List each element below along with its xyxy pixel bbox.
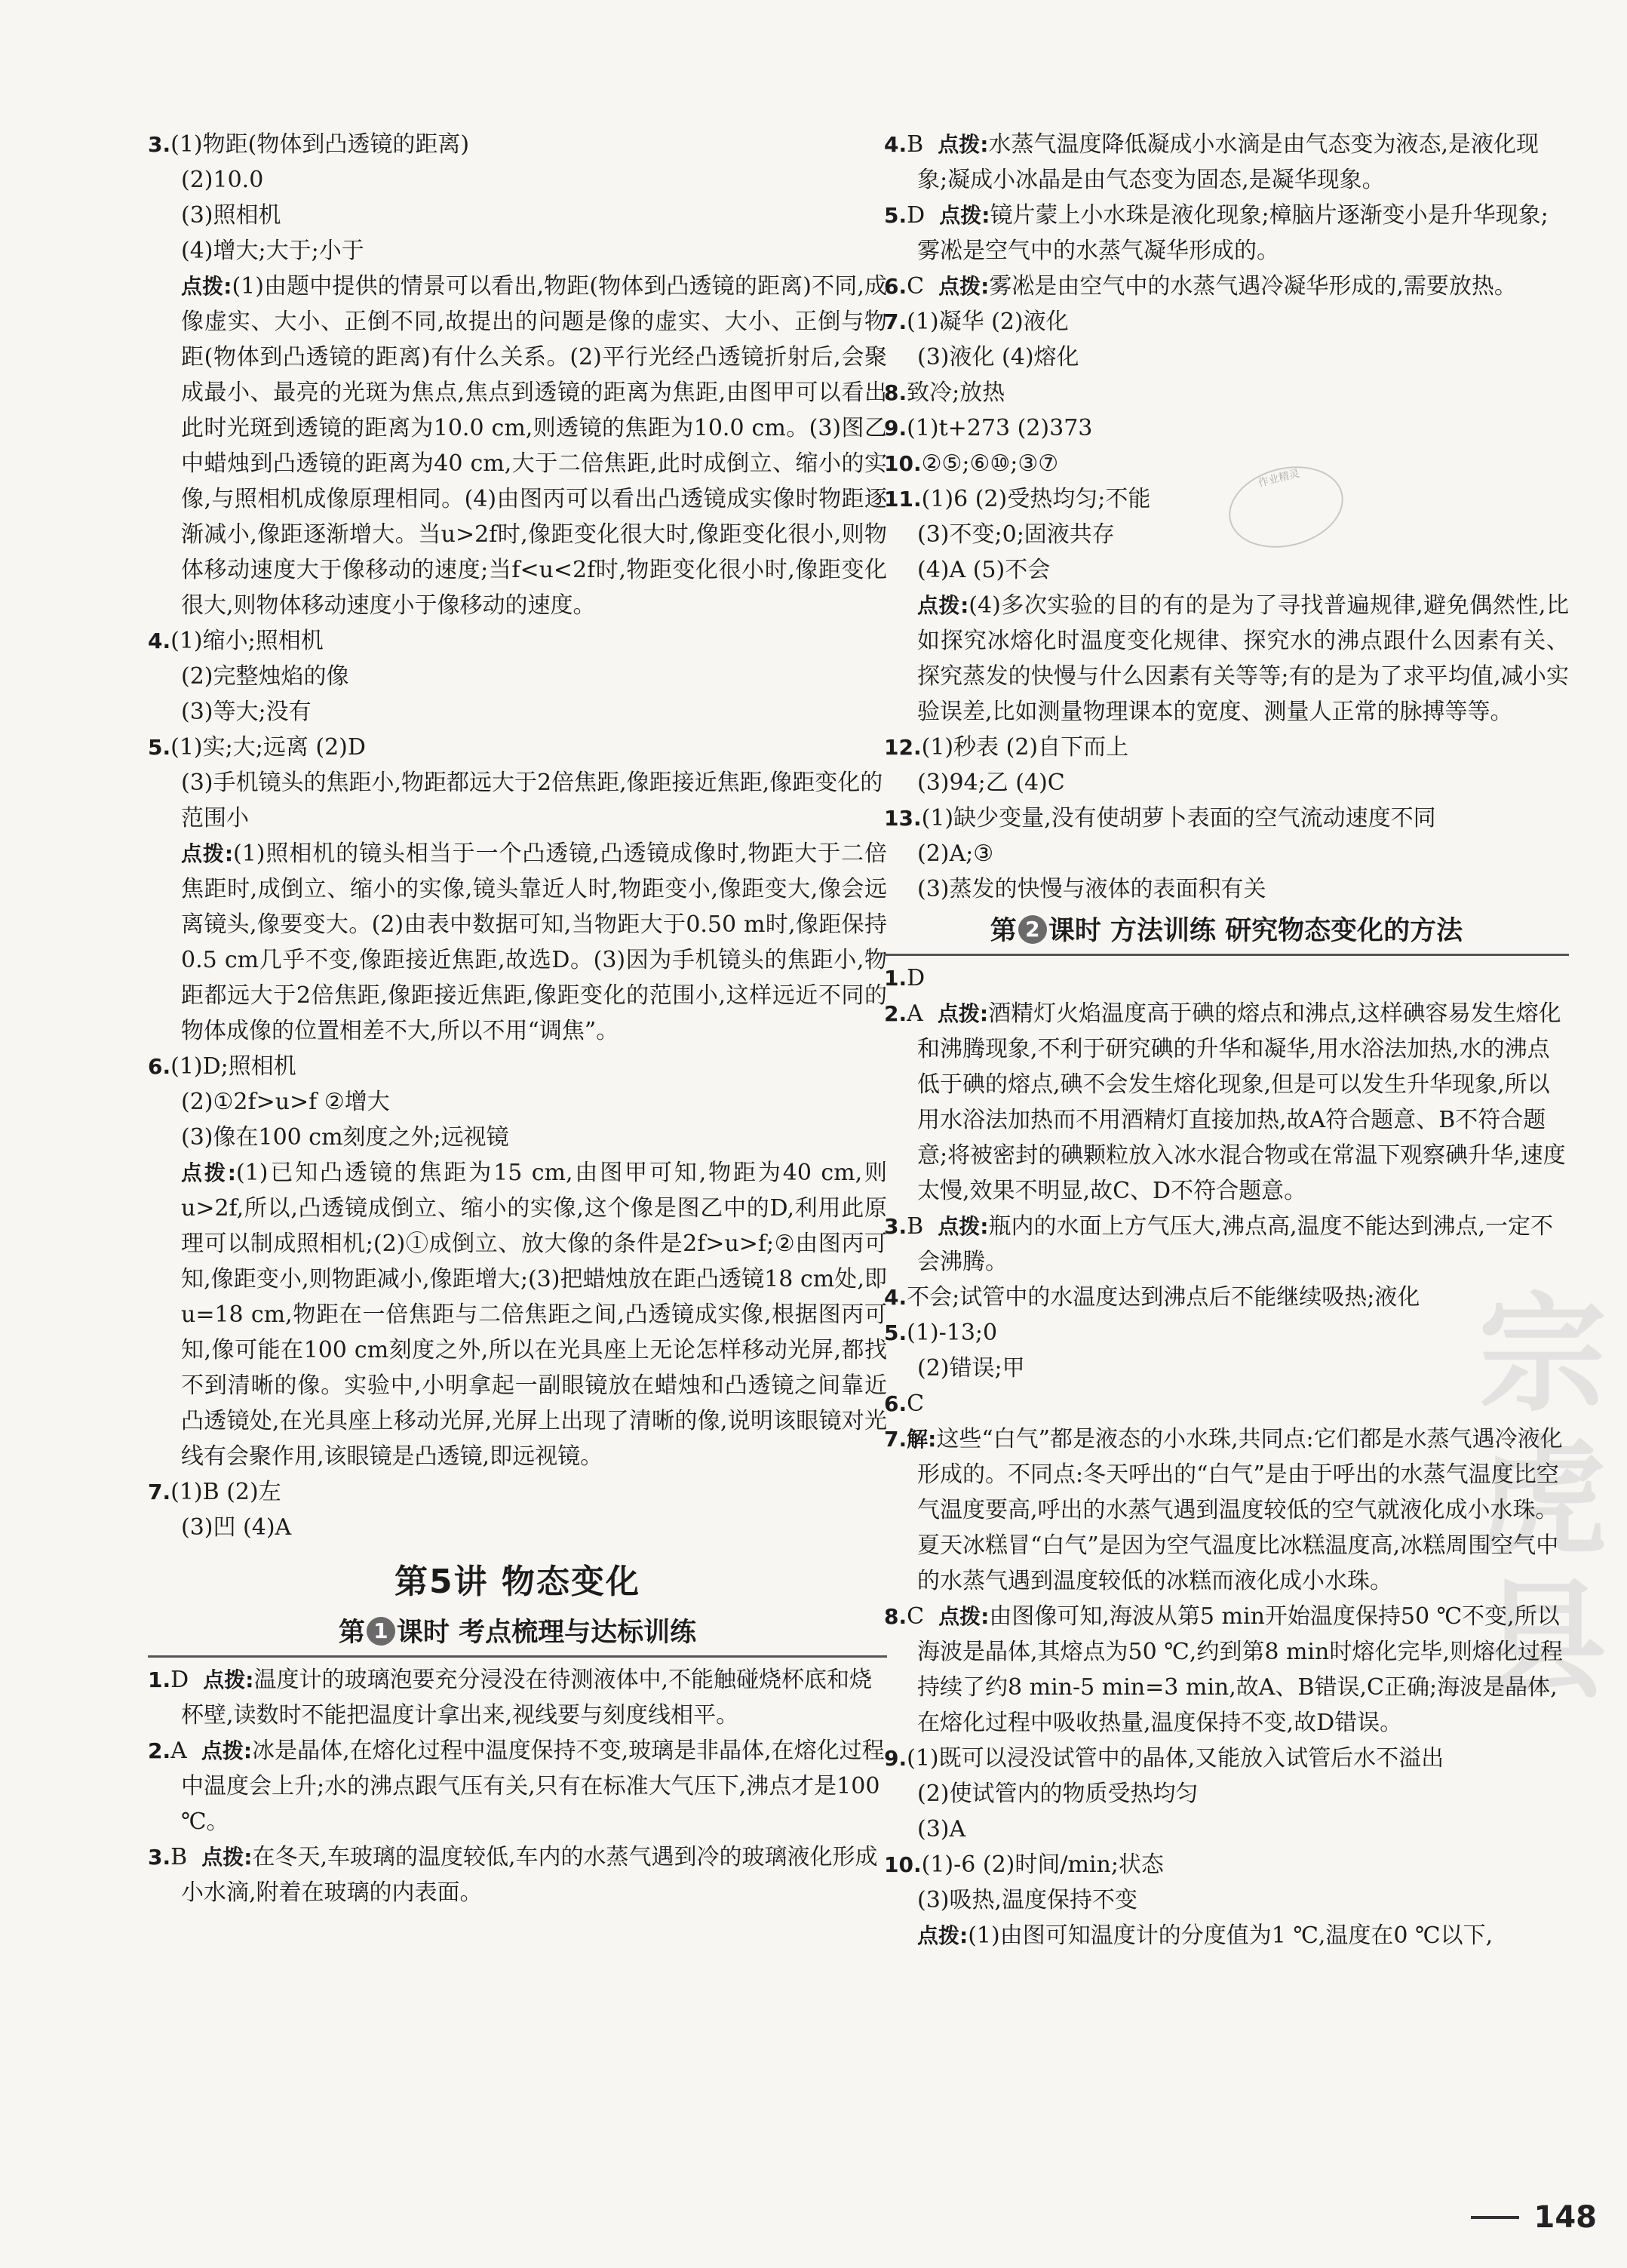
answer-text: (1)秒表 (2)自下而上 <box>921 734 1129 761</box>
page-footer <box>1471 2200 1598 2235</box>
hint-paragraph <box>148 1155 887 1474</box>
hint-label: 点拨: <box>181 274 232 299</box>
answer-text: (1)凝华 (2)液化 <box>907 309 1069 335</box>
answer-text: (1)实;大;远离 (2)D <box>170 734 366 761</box>
page-number: 148 <box>1533 2200 1597 2235</box>
hint-label: 点拨: <box>181 1160 236 1185</box>
hint-label: 点拨: <box>917 593 969 618</box>
lecture-title: 第5讲 物态变化 <box>394 1563 640 1601</box>
hint-label: 点拨: <box>181 841 234 866</box>
watermark-right: 宗 虎 县 <box>1478 1279 1607 1716</box>
lesson-number-badge: 2 <box>1018 915 1047 944</box>
solution-label: 解: <box>907 1427 937 1452</box>
question-item <box>148 623 887 659</box>
question-item <box>148 1733 887 1839</box>
answer-text: (1)物距(物体到凸透镜的距离) <box>170 131 470 158</box>
question-item <box>884 960 1569 996</box>
answer-letter: D <box>170 1667 189 1693</box>
question-number: 5. <box>884 1320 907 1345</box>
answer-letter: B <box>907 1213 924 1240</box>
answer-letter: C <box>907 273 925 300</box>
right-column <box>884 127 1569 1953</box>
question-number: 10. <box>884 451 922 476</box>
lesson-suffix: 课时 方法训练 研究物态变化的方法 <box>1048 916 1463 946</box>
hint-text: 冰是晶体,在熔化过程中温度保持不变,玻璃是非晶体,在熔化过程中温度会上升;水的沸点跟气压有关,只有在标准大气压下,沸点才是100 ℃。 <box>181 1738 885 1835</box>
question-item <box>148 127 887 162</box>
sub-answer: (2)错误;甲 <box>917 1355 1025 1381</box>
hint-paragraph <box>884 588 1569 730</box>
sub-answer: (3)照相机 <box>181 202 281 229</box>
hint-paragraph <box>884 1918 1569 1953</box>
answer-text: (1)缩小;照相机 <box>170 628 324 654</box>
hint-label: 点拨: <box>201 1738 253 1763</box>
question-number: 12. <box>884 735 922 760</box>
question-item <box>884 304 1569 340</box>
question-number: 1. <box>884 966 907 991</box>
hint-label: 点拨: <box>201 1845 253 1870</box>
question-number: 5. <box>884 203 907 228</box>
question-item <box>884 375 1569 410</box>
answer-letter: C <box>907 1603 925 1630</box>
hint-text: 瓶内的水面上方气压大,沸点高,温度不能达到沸点,一定不会沸腾。 <box>917 1213 1554 1275</box>
sub-answer: (3)A <box>917 1816 966 1842</box>
question-item <box>884 1847 1569 1882</box>
lesson-prefix: 第 <box>990 916 1017 946</box>
sub-answer: (3)等大;没有 <box>181 699 312 725</box>
question-number: 9. <box>884 1746 907 1771</box>
question-item <box>148 1049 887 1084</box>
question-number: 4. <box>884 132 907 157</box>
hint-text: 由图像可知,海波从第5 min开始温度保持50 ℃不变,所以海波是晶体,其熔点为50 ℃,约到第8 min时熔化完毕,则熔化过程持续了约8 min-5 min=3 min,故A、B错误,C正确;海波是晶体,在熔化过程中吸收热量,温度保持不变,故D错误。 <box>917 1603 1563 1736</box>
answer-text: (1)既可以浸没试管中的晶体,又能放入试管后水不溢出 <box>907 1745 1444 1772</box>
answer-text: (1)缺少变量,没有使胡萝卜表面的空气流动速度不同 <box>921 805 1436 831</box>
question-number: 11. <box>884 487 922 512</box>
answer-letter: A <box>170 1738 187 1764</box>
answer-text: 致冷;放热 <box>907 380 1005 406</box>
lesson-title <box>884 910 1569 956</box>
question-item <box>884 801 1569 836</box>
hint-text: (4)多次实验的目的有的是为了寻找普遍规律,避免偶然性,比如探究冰熔化时温度变化规律、探究水的沸点跟什么因素有关、探究蒸发的快慢与什么因素有关等等;有的是为了求平均值,减小实验误差,比如测量物理课本的宽度、测量人正常的脉搏等等。 <box>917 592 1569 725</box>
answer-text: (1)-13;0 <box>907 1320 998 1346</box>
hint-label: 点拨: <box>203 1667 254 1692</box>
question-number: 9. <box>884 416 907 441</box>
question-item <box>148 730 887 765</box>
question-number: 7. <box>148 1480 171 1504</box>
sub-answer: (3)像在100 cm刻度之外;远视镜 <box>181 1124 509 1151</box>
lesson-number-badge: 1 <box>367 1617 395 1646</box>
solution-text: 这些“白气”都是液态的小水珠,共同点:它们都是水蒸气遇冷液化形成的。不同点:冬天呼出的“白气”是由于呼出的水蒸气温度比空气温度要高,呼出的水蒸气遇到温度较低的空气就液化成小水珠。夏天冰糕冒“白气”是因为空气温度比冰糕温度高,冰糕周围空气中的水蒸气遇到温度较低的冰糕而液化成小水珠。 <box>917 1426 1563 1594</box>
question-number: 3. <box>148 132 171 157</box>
sub-answer: (3)蒸发的快慢与液体的表面积有关 <box>917 876 1266 902</box>
sub-answer: (4)增大;大于;小于 <box>181 238 364 264</box>
question-item <box>884 1386 1569 1421</box>
lesson-title <box>148 1612 887 1658</box>
hint-paragraph <box>148 836 887 1049</box>
lesson-suffix: 课时 考点梳理与达标训练 <box>396 1618 697 1648</box>
question-number: 6. <box>884 1391 907 1416</box>
left-column <box>148 127 887 1910</box>
question-item <box>884 198 1569 269</box>
question-number: 1. <box>148 1667 171 1692</box>
answer-text: C <box>907 1391 925 1417</box>
answer-letter: B <box>907 131 924 158</box>
answer-text: (1)B (2)左 <box>170 1479 281 1505</box>
hint-text: 雾凇是由空气中的水蒸气遇冷凝华形成的,需要放热。 <box>989 273 1517 300</box>
question-item <box>884 1599 1569 1741</box>
question-item <box>884 446 1569 481</box>
question-item <box>884 1315 1569 1351</box>
hint-paragraph <box>148 269 887 623</box>
hint-text: 在冬天,车玻璃的温度较低,车内的水蒸气遇到冷的玻璃液化形成小水滴,附着在玻璃的内表面。 <box>181 1844 878 1906</box>
sub-answer: (2)使试管内的物质受热均匀 <box>917 1781 1199 1807</box>
answer-text: (1)6 (2)受热均匀;不能 <box>921 486 1151 512</box>
sub-answer: (3)手机镜头的焦距小,物距都远大于2倍焦距,像距接近焦距,像距变化的范围小 <box>181 770 883 831</box>
question-number: 2. <box>148 1738 171 1763</box>
hint-text: (1)由图可知温度计的分度值为1 ℃,温度在0 ℃以下, <box>968 1922 1493 1949</box>
hint-text: (1)由题中提供的情景可以看出,物距(物体到凸透镜的距离)不同,成像虚实、大小、正倒不同,故提出的问题是像的虚实、大小、正倒与物距(物体到凸透镜的距离)有什么关系。(2)平行光经凸透镜折射后,会聚成最小、最亮的光斑为焦点,焦点到透镜的距离为焦距,由图甲可以看出此时光斑到透镜的距离为10.0 cm,则透镜的焦距为10.0 cm。(3)图乙中蜡烛到凸透镜的距离为40 cm,大于二倍焦距,此时成倒立、缩小的实像,与照相机成像原理相同。(4)由图丙可以看出凸透镜成实像时物距逐渐减小,像距逐渐增大。当u>2f时,像距变化很大时,像距变化很小,则物体移动速度大于像移动的速度;当f<u<2f时,物距变化很小时,像距变化很大,则物体移动速度小于像移动的速度。 <box>181 273 887 619</box>
hint-label: 点拨: <box>938 1214 989 1239</box>
question-number: 5. <box>148 735 171 760</box>
hint-label: 点拨: <box>917 1923 969 1948</box>
question-item <box>884 127 1569 198</box>
homework-stamp: 作业精灵 <box>1220 455 1352 559</box>
answer-text: 不会;试管中的水温度达到沸点后不能继续吸热;液化 <box>907 1284 1420 1311</box>
hint-text: 温度计的玻璃泡要充分浸没在待测液体中,不能触碰烧杯底和烧杯壁,读数时不能把温度计拿出来,视线要与刻度线相平。 <box>181 1667 873 1729</box>
lesson-prefix: 第 <box>338 1618 365 1648</box>
question-item <box>884 1209 1569 1280</box>
question-number: 7. <box>884 309 907 334</box>
hint-label: 点拨: <box>938 274 990 299</box>
question-number: 8. <box>884 1604 907 1629</box>
question-number: 6. <box>884 274 907 299</box>
question-item <box>884 481 1569 517</box>
question-item <box>148 1662 887 1733</box>
question-item <box>884 269 1569 304</box>
footer-dash <box>1471 2216 1519 2219</box>
hint-label: 点拨: <box>938 132 989 157</box>
sub-answer: (2)①2f>u>f ②增大 <box>181 1089 390 1115</box>
sub-answer: (3)液化 (4)熔化 <box>917 344 1079 370</box>
hint-text: 镜片蒙上小水珠是液化现象;樟脑片逐渐变小是升华现象;雾凇是空气中的水蒸气凝华形成的。 <box>917 202 1549 264</box>
answer-text: ②⑤;⑥⑩;③⑦ <box>921 450 1059 477</box>
sub-answer: (2)完整烛焰的像 <box>181 663 349 690</box>
answer-text: (1)-6 (2)时间/min;状态 <box>921 1852 1164 1878</box>
question-number: 8. <box>884 380 907 405</box>
question-number: 6. <box>148 1054 171 1079</box>
question-number: 10. <box>884 1852 922 1877</box>
question-item <box>884 410 1569 446</box>
sub-answer: (2)10.0 <box>181 167 264 193</box>
sub-answer: (3)94;乙 (4)C <box>917 770 1065 796</box>
question-item <box>884 1741 1569 1776</box>
question-number: 7. <box>884 1427 907 1452</box>
sub-answer: (3)吸热,温度保持不变 <box>917 1887 1138 1913</box>
sub-answer: (3)凹 (4)A <box>181 1514 292 1541</box>
question-item <box>884 1280 1569 1315</box>
question-number: 13. <box>884 806 922 831</box>
hint-text: (1)照相机的镜头相当于一个凸透镜,凸透镜成像时,物距大于二倍焦距时,成倒立、缩小的实像,镜头靠近人时,物距变小,像距变大,像会远离镜头,像要变大。(2)由表中数据可知,当物距大于0.50 m时,像距保持0.5 cm几乎不变,像距接近焦距,故选D。(3)因为手机镜头的焦距小,物距都远大于2倍焦距,像距接近焦距,像距变化的范围小,这样远近不同的物体成像的位置相差不大,所以不用“调焦”。 <box>181 841 887 1044</box>
hint-text: 酒精灯火焰温度高于碘的熔点和沸点,这样碘容易发生熔化和沸腾现象,不利于研究碘的升华和凝华,用水浴法加热,水的沸点低于碘的熔点,碘不会发生熔化现象,但是可以发生升华现象,所以用水浴法加热而不用酒精灯直接加热,故A符合题意、B不符合题意;将被密封的碘颗粒放入冰水混合物或在常温下观察碘升华,速度太慢,效果不明显,故C、D不符合题意。 <box>917 1000 1566 1204</box>
answer-text: (1)t+273 (2)373 <box>907 415 1093 441</box>
question-number: 4. <box>148 628 171 653</box>
question-item <box>148 1474 887 1510</box>
sub-answer: (3)不变;0;固液共存 <box>917 521 1115 548</box>
question-number: 2. <box>884 1001 907 1026</box>
question-item <box>884 1421 1569 1599</box>
question-number: 3. <box>884 1214 907 1239</box>
answer-letter: D <box>907 202 926 229</box>
question-item <box>884 730 1569 765</box>
answer-text: (1)D;照相机 <box>170 1053 296 1080</box>
question-item <box>884 996 1569 1209</box>
hint-text: (1)已知凸透镜的焦距为15 cm,由图甲可知,物距为40 cm,则u>2f,所以,凸透镜成倒立、缩小的实像,这个像是图乙中的D,利用此原理可以制成照相机;(2)①成倒立、放大像的条件是2f>u>f;②由图丙可知,像距变小,则物距减小,像距增大;(3)把蜡烛放在距凸透镜18 cm处,即u=18 cm,物距在一倍焦距与二倍焦距之间,凸透镜成实像,根据图丙可知,像可能在100 cm刻度之外,所以在光具座上无论怎样移动光屏,都找不到清晰的像。实验中,小明拿起一副眼镜放在蜡烛和凸透镜之间靠近凸透镜处,在光具座上移动光屏,光屏上出现了清晰的像,说明该眼镜对光线有会聚作用,该眼镜是凸透镜,即远视镜。 <box>181 1160 887 1470</box>
answer-letter: A <box>907 1000 923 1027</box>
hint-label: 点拨: <box>937 1001 989 1026</box>
question-item <box>148 1839 887 1910</box>
answer-text: D <box>907 965 926 991</box>
sub-answer: (2)A;③ <box>917 841 994 867</box>
question-number: 4. <box>884 1285 907 1310</box>
hint-label: 点拨: <box>939 203 990 228</box>
sub-answer: (4)A (5)不会 <box>917 557 1051 583</box>
answer-letter: B <box>170 1844 188 1870</box>
hint-text: 水蒸气温度降低凝成小水滴是由气态变为液态,是液化现象;凝成小冰晶是由气态变为固态,是凝华现象。 <box>917 131 1539 193</box>
hint-label: 点拨: <box>938 1604 990 1629</box>
question-number: 3. <box>148 1845 171 1870</box>
